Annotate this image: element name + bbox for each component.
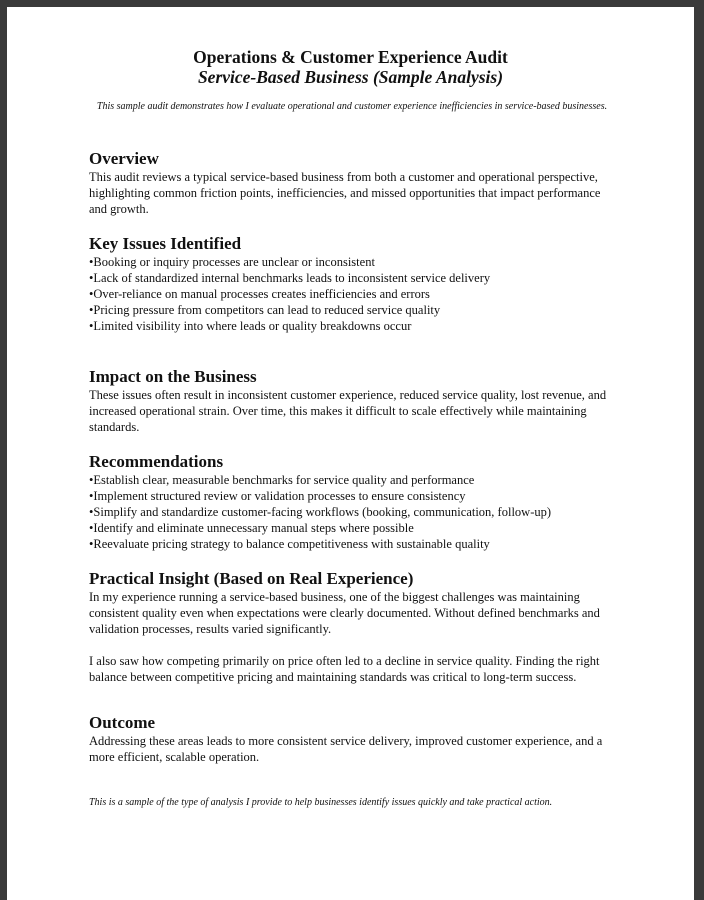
key-issues-list <box>89 254 619 334</box>
section-impact <box>89 367 619 435</box>
list-item: • Implement structured review or validation processes to ensure consistency <box>89 488 619 504</box>
footer-note: This is a sample of the type of analysis I provide to help businesses identify issues quickly and take practical action. <box>89 797 553 808</box>
section-outcome <box>89 713 619 765</box>
list-item: • Over-reliance on manual processes creates inefficiencies and errors <box>89 286 619 302</box>
section-practical-insight <box>89 569 619 685</box>
document-title: Operations & Customer Experience Audit <box>193 47 508 67</box>
section-key-issues <box>89 234 619 334</box>
overview-text: This audit reviews a typical service-based business from both a customer and operational perspective, highlighting common friction points, inefficiencies, and missed opportunities that impact performance and growth. <box>89 170 601 216</box>
impact-text: These issues often result in inconsistent customer experience, reduced service quality, lost revenue, and increased operational strain. Over time, this makes it difficult to scale effectively while maintaining standards. <box>89 388 607 434</box>
list-item: • Booking or inquiry processes are unclear or inconsistent <box>89 254 619 270</box>
list-item: • Pricing pressure from competitors can lead to reduced service quality <box>89 302 619 318</box>
intro-note: This sample audit demonstrates how I evaluate operational and customer experience inefficiencies in service-based businesses. <box>96 101 608 112</box>
overview-heading: Overview <box>89 149 159 168</box>
recommendations-heading: Recommendations <box>89 452 224 471</box>
key-issues-heading: Key Issues Identified <box>89 234 242 253</box>
impact-heading: Impact on the Business <box>89 367 257 386</box>
section-overview <box>89 149 619 217</box>
list-item: • Reevaluate pricing strategy to balance competitiveness with sustainable quality <box>89 536 619 552</box>
list-item: • Limited visibility into where leads or quality breakdowns occur <box>89 318 619 334</box>
list-item: • Simplify and standardize customer-facing workflows (booking, communication, follow-up) <box>89 504 619 520</box>
section-recommendations <box>89 452 619 552</box>
recommendations-list <box>89 472 619 552</box>
list-item: • Lack of standardized internal benchmarks leads to inconsistent service delivery <box>89 270 619 286</box>
list-item: • Identify and eliminate unnecessary manual steps where possible <box>89 520 619 536</box>
practical-insight-para-2: I also saw how competing primarily on price often led to a decline in service quality. Finding the right balance between competitive pricing and maintaining standards was critical to long-term success. <box>89 654 600 684</box>
outcome-text: Addressing these areas leads to more consistent service delivery, improved customer experience, and a more efficient, scalable operation. <box>89 734 603 764</box>
document-page <box>7 7 694 900</box>
document-subtitle: Service-Based Business (Sample Analysis) <box>197 67 504 87</box>
practical-insight-heading: Practical Insight (Based on Real Experience) <box>89 569 414 588</box>
practical-insight-para-1: In my experience running a service-based business, one of the biggest challenges was maintaining consistent quality even when expectations were clearly documented. Without defined benchmarks and validation processes, results varied significantly. <box>89 590 600 636</box>
list-item: • Establish clear, measurable benchmarks for service quality and performance <box>89 472 619 488</box>
outcome-heading: Outcome <box>89 713 156 732</box>
